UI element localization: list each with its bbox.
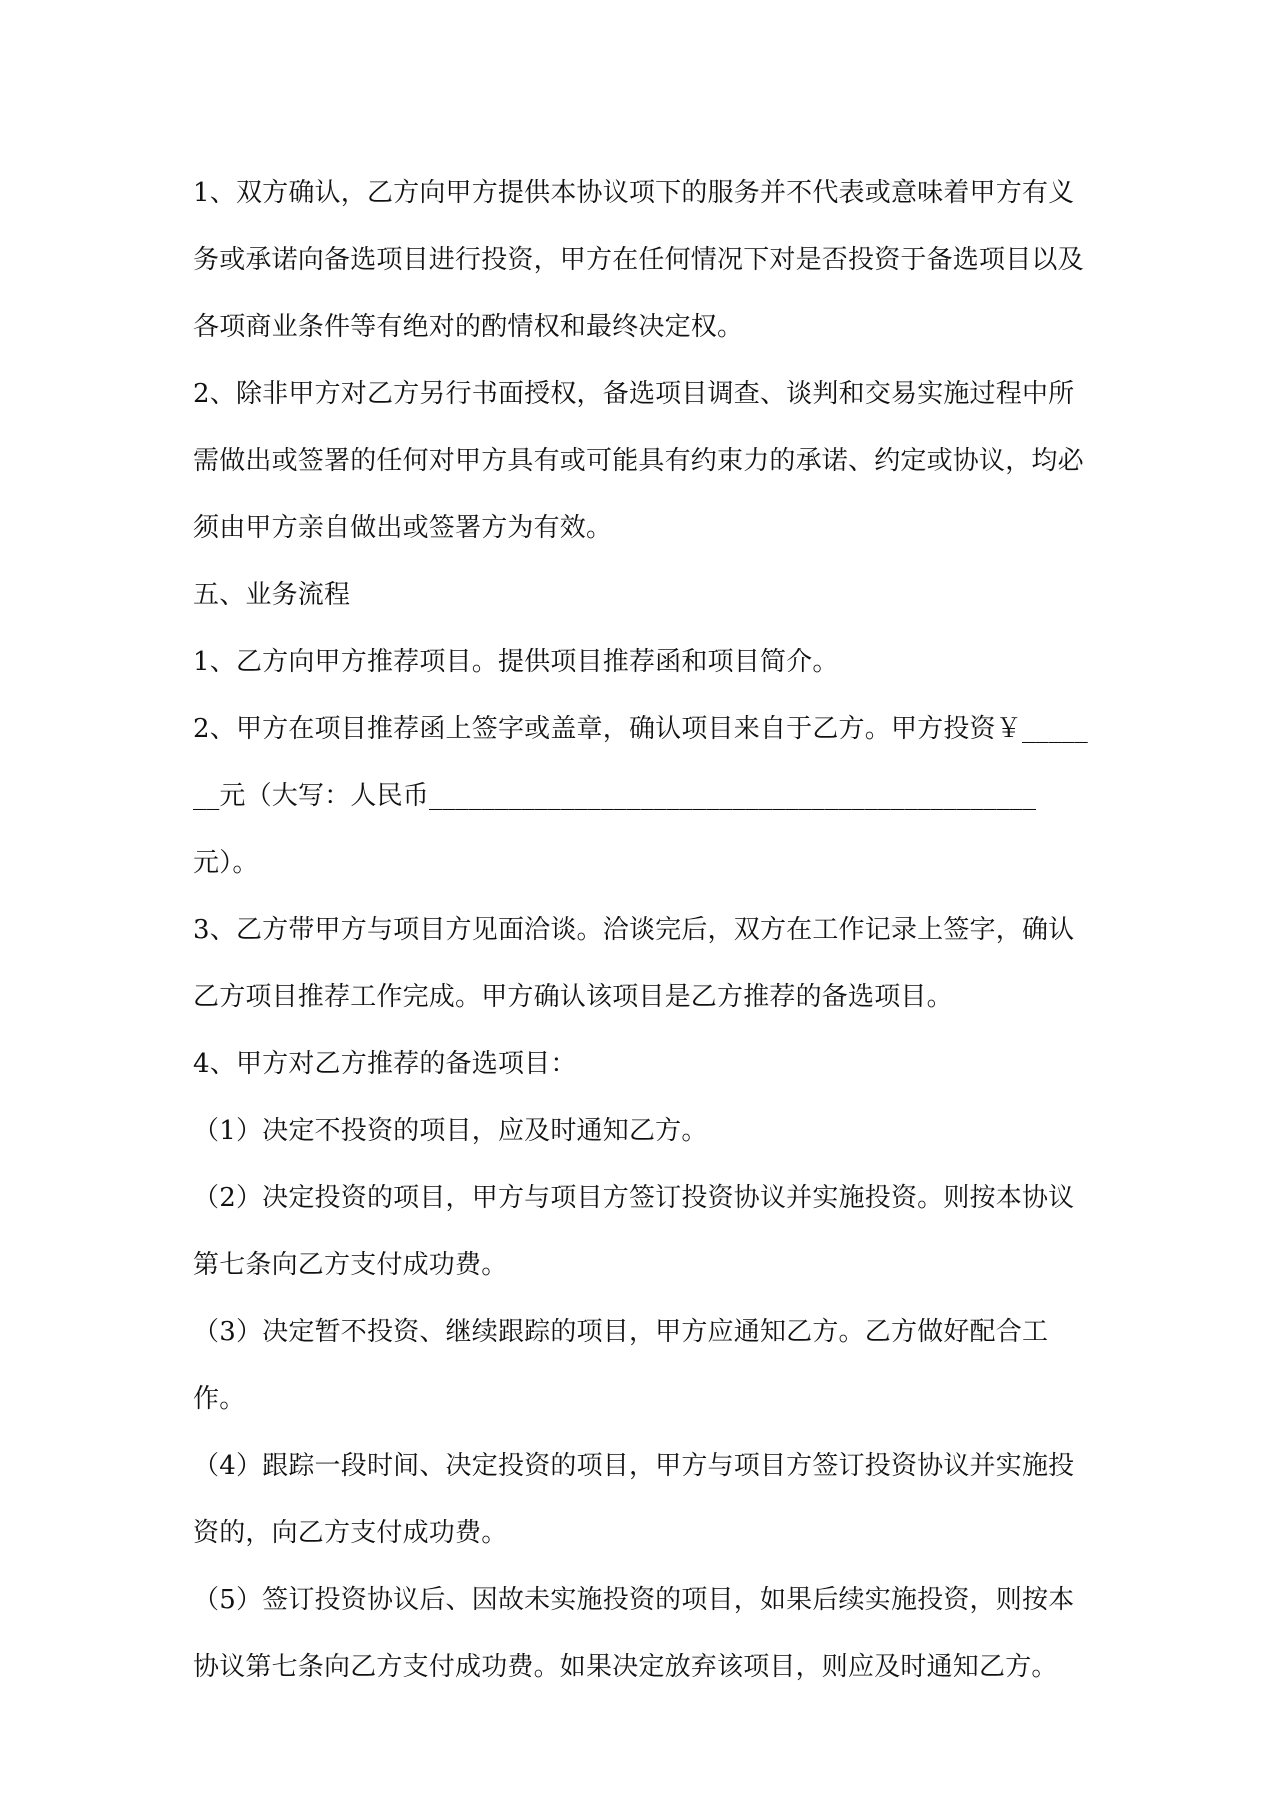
process-step-4-item-2: （2）决定投资的项目，甲方与项目方签订投资协议并实施投资。则按本协议第七条向乙方支付成功费。 xyxy=(193,1183,1075,1280)
process-step-4-item-4: （4）跟踪一段时间、决定投资的项目，甲方与项目方签订投资协议并实施投资的，向乙方支付成功费。 xyxy=(193,1451,1075,1548)
process-step-1: 1、乙方向甲方推荐项目。提供项目推荐函和项目简介。 xyxy=(193,647,839,677)
clause-1-confirmation: 1、双方确认，乙方向甲方提供本协议项下的服务并不代表或意味着甲方有义务或承诺向备选项目进行投资，甲方在任何情况下对是否投资于备选项目以及各项商业条件等有绝对的酌情权和最终决定权。 xyxy=(193,178,1084,342)
process-step-2: 2、甲方在项目推荐函上签字或盖章，确认项目来自于乙方。甲方投资￥_______元（大写：人民币______________________________________________元）。 xyxy=(193,714,1088,878)
process-step-4-item-5: （5）签订投资协议后、因故未实施投资的项目，如果后续实施投资，则按本协议第七条向乙方支付成功费。如果决定放弃该项目，则应及时通知乙方。 xyxy=(193,1585,1075,1682)
document-body xyxy=(193,160,1093,1701)
section-heading-business-process: 五、业务流程 xyxy=(193,580,351,610)
process-step-4: 4、甲方对乙方推荐的备选项目： xyxy=(193,1049,577,1079)
process-step-4-item-3: （3）决定暂不投资、继续跟踪的项目，甲方应通知乙方。乙方做好配合工作。 xyxy=(193,1317,1049,1414)
process-step-3: 3、乙方带甲方与项目方见面洽谈。洽谈完后，双方在工作记录上签字，确认乙方项目推荐工作完成。甲方确认该项目是乙方推荐的备选项目。 xyxy=(193,915,1075,1012)
clause-2-authorization: 2、除非甲方对乙方另行书面授权，备选项目调查、谈判和交易实施过程中所需做出或签署的任何对甲方具有或可能具有约束力的承诺、约定或协议，均必须由甲方亲自做出或签署方为有效。 xyxy=(193,379,1084,543)
process-step-4-item-1: （1）决定不投资的项目，应及时通知乙方。 xyxy=(193,1116,708,1146)
